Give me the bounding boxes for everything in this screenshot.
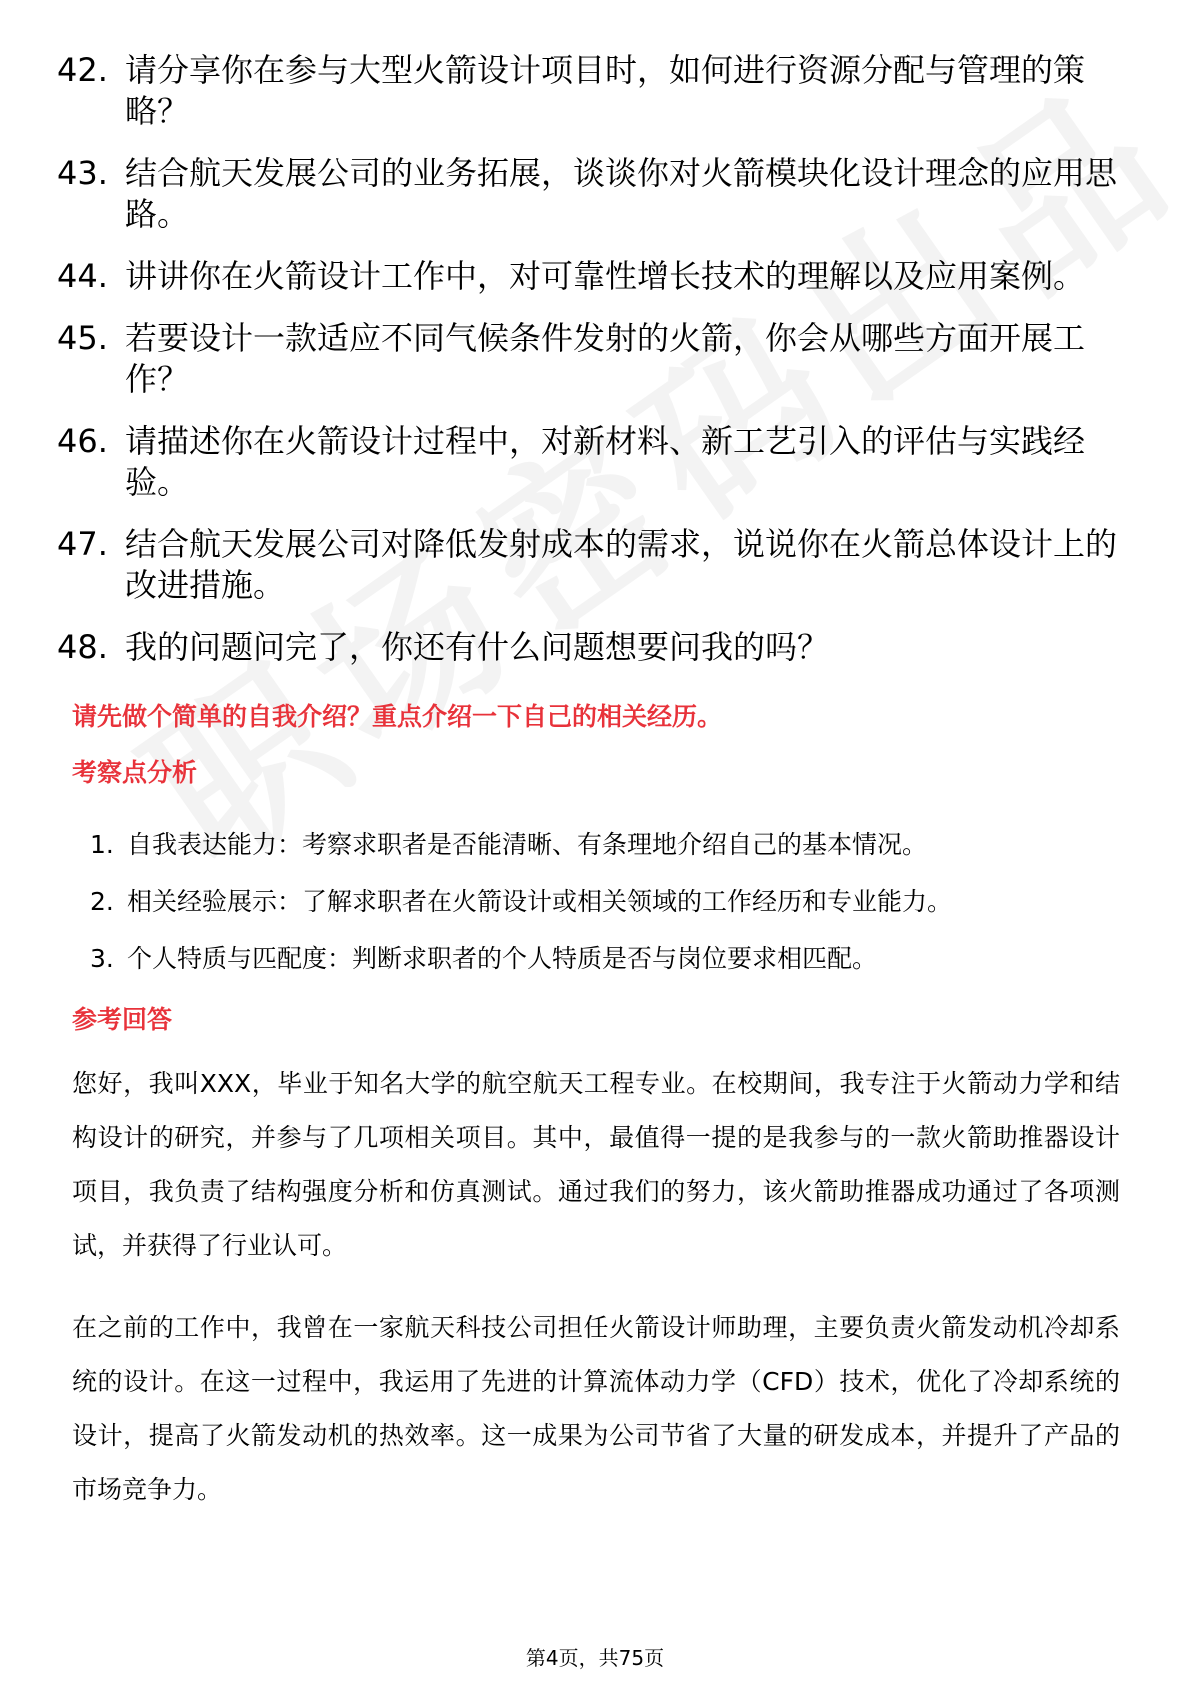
analysis-text: 相关经验展示：了解求职者在火箭设计或相关领域的工作经历和专业能力。 <box>127 887 953 916</box>
analysis-heading: 考察点分析 <box>72 758 198 787</box>
question-item <box>57 50 1137 132</box>
question-item <box>57 524 1137 606</box>
analysis-item <box>90 884 1090 920</box>
question-text: 请描述你在火箭设计过程中，对新材料、新工艺引入的评估与实践经验。 <box>125 422 1086 501</box>
analysis-number: 3. <box>90 944 114 973</box>
question-number: 42. <box>57 51 108 89</box>
question-list <box>57 50 1137 689</box>
question-number: 46. <box>57 422 108 460</box>
question-number: 43. <box>57 154 108 192</box>
question-item <box>57 421 1137 503</box>
analysis-text: 自我表达能力：考察求职者是否能清晰、有条理地介绍自己的基本情况。 <box>127 830 928 859</box>
question-text: 讲讲你在火箭设计工作中，对可靠性增长技术的理解以及应用案例。 <box>125 257 1086 295</box>
analysis-item <box>90 827 1090 863</box>
section-question-heading: 请先做个简单的自我介绍？重点介绍一下自己的相关经历。 <box>72 702 723 731</box>
question-text: 请分享你在参与大型火箭设计项目时，如何进行资源分配与管理的策略？ <box>125 51 1086 130</box>
question-item <box>57 256 1137 297</box>
answer-paragraph: 在之前的工作中，我曾在一家航天科技公司担任火箭设计师助理，主要负责火箭发动机冷却系统的设计。在这一过程中，我运用了先进的计算流体动力学（CFD）技术，优化了冷却系统的设计，提高了火箭发动机的热效率。这一成果为公司节省了大量的研发成本，并提升了产品的市场竞争力。 <box>72 1313 1120 1504</box>
question-item <box>57 627 1137 668</box>
analysis-item <box>90 941 1090 977</box>
question-number: 47. <box>57 525 108 563</box>
answer-paragraph: 您好，我叫XXX，毕业于知名大学的航空航天工程专业。在校期间，我专注于火箭动力学和结构设计的研究，并参与了几项相关项目。其中，最值得一提的是我参与的一款火箭助推器设计项目，我负责了结构强度分析和仿真测试。通过我们的努力，该火箭助推器成功通过了各项测试，并获得了行业认可。 <box>72 1069 1120 1260</box>
analysis-number: 2. <box>90 887 114 916</box>
question-number: 48. <box>57 628 108 666</box>
question-text: 结合航天发展公司对降低发射成本的需求，说说你在火箭总体设计上的改进措施。 <box>125 525 1118 604</box>
question-item <box>57 318 1137 400</box>
question-number: 44. <box>57 257 108 295</box>
question-number: 45. <box>57 319 108 357</box>
question-text: 我的问题问完了，你还有什么问题想要问我的吗？ <box>125 628 830 666</box>
question-text: 结合航天发展公司的业务拓展，谈谈你对火箭模块化设计理念的应用思路。 <box>125 154 1118 233</box>
question-item <box>57 153 1137 235</box>
page-footer: 第4页，共75页 <box>525 1646 665 1670</box>
question-text: 若要设计一款适应不同气候条件发射的火箭，你会从哪些方面开展工作？ <box>125 319 1086 398</box>
analysis-text: 个人特质与匹配度：判断求职者的个人特质是否与岗位要求相匹配。 <box>127 944 878 973</box>
analysis-number: 1. <box>90 830 114 859</box>
analysis-list <box>90 827 1090 998</box>
answer-heading: 参考回答 <box>72 1005 173 1034</box>
